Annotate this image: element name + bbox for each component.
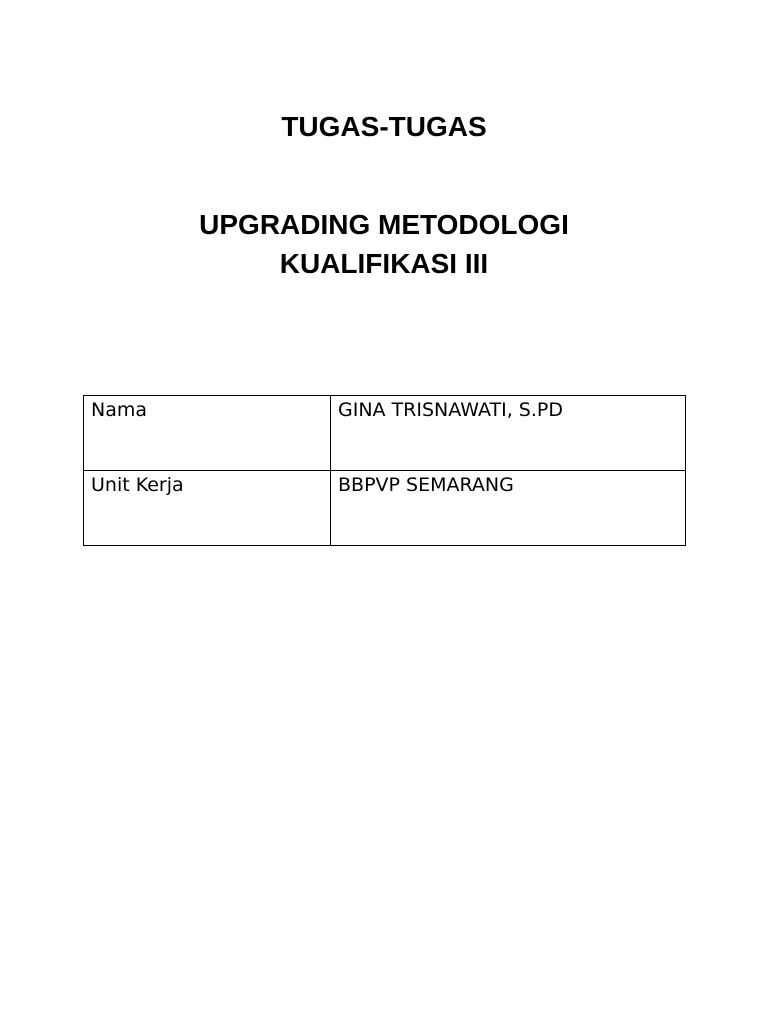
- document-title: TUGAS-TUGAS: [281, 111, 487, 142]
- subtitle-line-2: KUALIFIKASI III: [279, 248, 489, 279]
- table-row-nama: [84, 396, 686, 471]
- label-cell-nama: Nama: [84, 396, 331, 471]
- value-cell-nama: GINA TRISNAWATI, S.PD: [331, 396, 686, 471]
- info-table: [83, 395, 686, 546]
- subtitle-line-1: UPGRADING METODOLOGI: [199, 209, 569, 240]
- table-row-unit-kerja: [84, 471, 686, 546]
- document-subtitle: [0, 205, 768, 283]
- label-cell-unit-kerja: Unit Kerja: [84, 471, 331, 546]
- value-cell-unit-kerja: BBPVP SEMARANG: [331, 471, 686, 546]
